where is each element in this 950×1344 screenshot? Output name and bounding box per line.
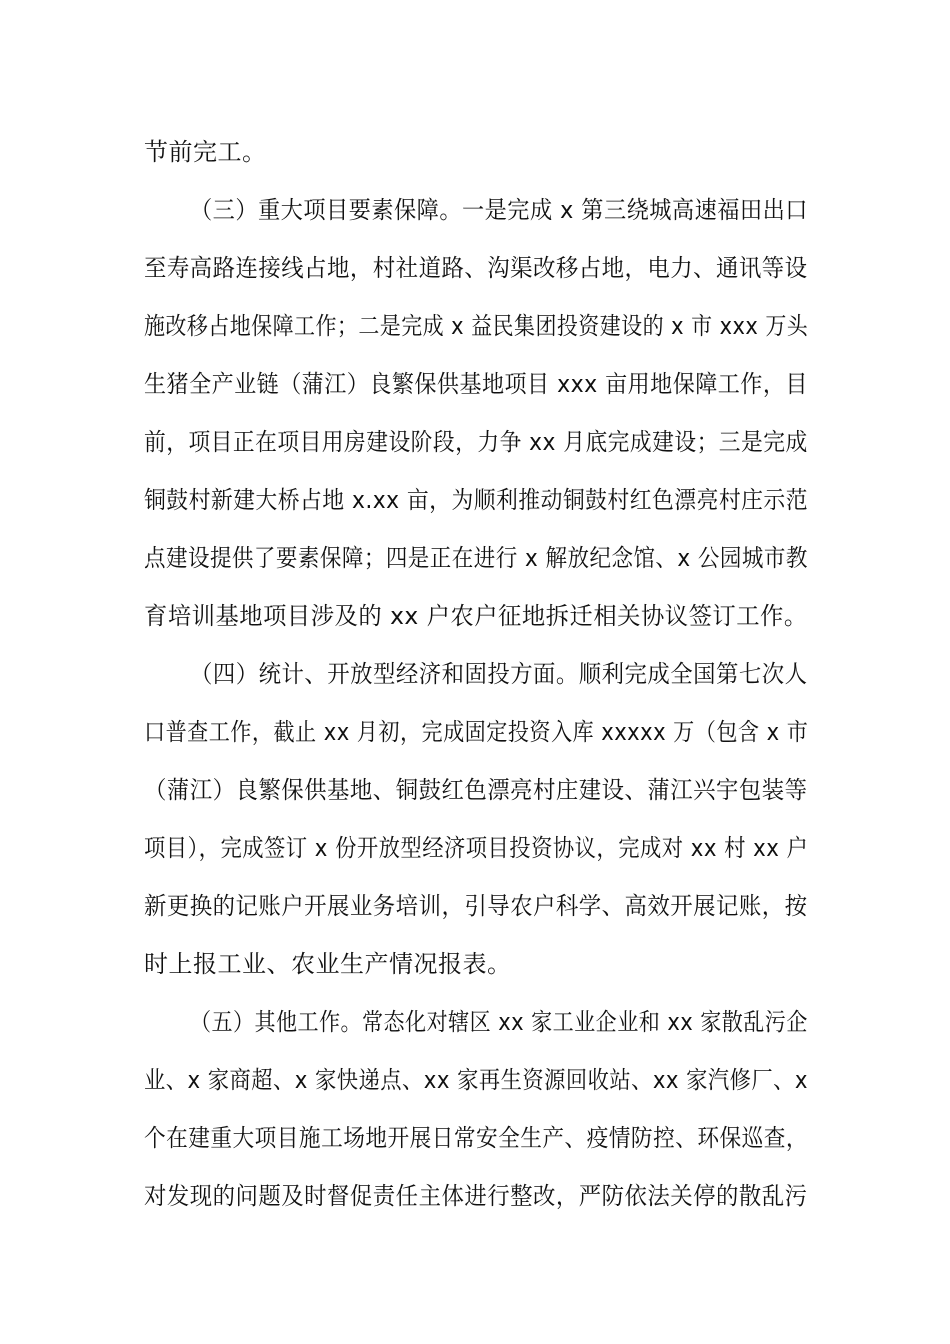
text-line: 点建设提供了要素保障；四是正在进行 x 解放纪念馆、x 公园城市教 — [144, 544, 808, 572]
text-line: 至寿高路连接线占地，村社道路、沟渠改移占地，电力、通讯等设 — [144, 254, 808, 282]
text-line: 施改移占地保障工作；二是完成 x 益民集团投资建设的 x 市 xxx 万头 — [144, 312, 809, 340]
text-line: 节前完工。 — [144, 138, 267, 166]
text-line: 对发现的问题及时督促责任主体进行整改，严防依法关停的散乱污 — [144, 1182, 808, 1210]
text-line: 业、x 家商超、x 家快递点、xx 家再生资源回收站、xx 家汽修厂、x — [144, 1066, 808, 1094]
text-line: （蒲江）良繁保供基地、铜鼓红色漂亮村庄建设、蒲江兴宇包装等 — [144, 776, 808, 804]
text-line: 新更换的记账户开展业务培训，引导农户科学、高效开展记账，按 — [144, 892, 808, 920]
text-line: 前，项目正在项目用房建设阶段，力争 xx 月底完成建设；三是完成 — [144, 428, 808, 456]
text-line: 铜鼓村新建大桥占地 x.xx 亩，为顺利推动铜鼓村红色漂亮村庄示范 — [144, 486, 809, 514]
paragraph-heading-3: （三）重大项目要素保障。一是完成 x 第三绕城高速福田出口 — [190, 196, 808, 224]
text-line: 项目），完成签订 x 份开放型经济项目投资协议，完成对 xx 村 xx 户 — [144, 834, 809, 862]
text-line: 个在建重大项目施工场地开展日常安全生产、疫情防控、环保巡查， — [144, 1124, 808, 1152]
text-line: 生猪全产业链（蒲江）良繁保供基地项目 xxx 亩用地保障工作，目 — [144, 370, 808, 398]
paragraph-heading-4: （四）统计、开放型经济和固投方面。顺利完成全国第七次人 — [190, 660, 808, 688]
text-line: 时上报工业、农业生产情况报表。 — [144, 950, 512, 978]
text-line: 育培训基地项目涉及的 xx 户农户征地拆迁相关协议签订工作。 — [144, 602, 808, 630]
text-line: 口普查工作，截止 xx 月初，完成固定投资入库 xxxxx 万（包含 x 市 — [144, 718, 809, 746]
paragraph-heading-5: （五）其他工作。常态化对辖区 xx 家工业企业和 xx 家散乱污企 — [190, 1008, 808, 1036]
